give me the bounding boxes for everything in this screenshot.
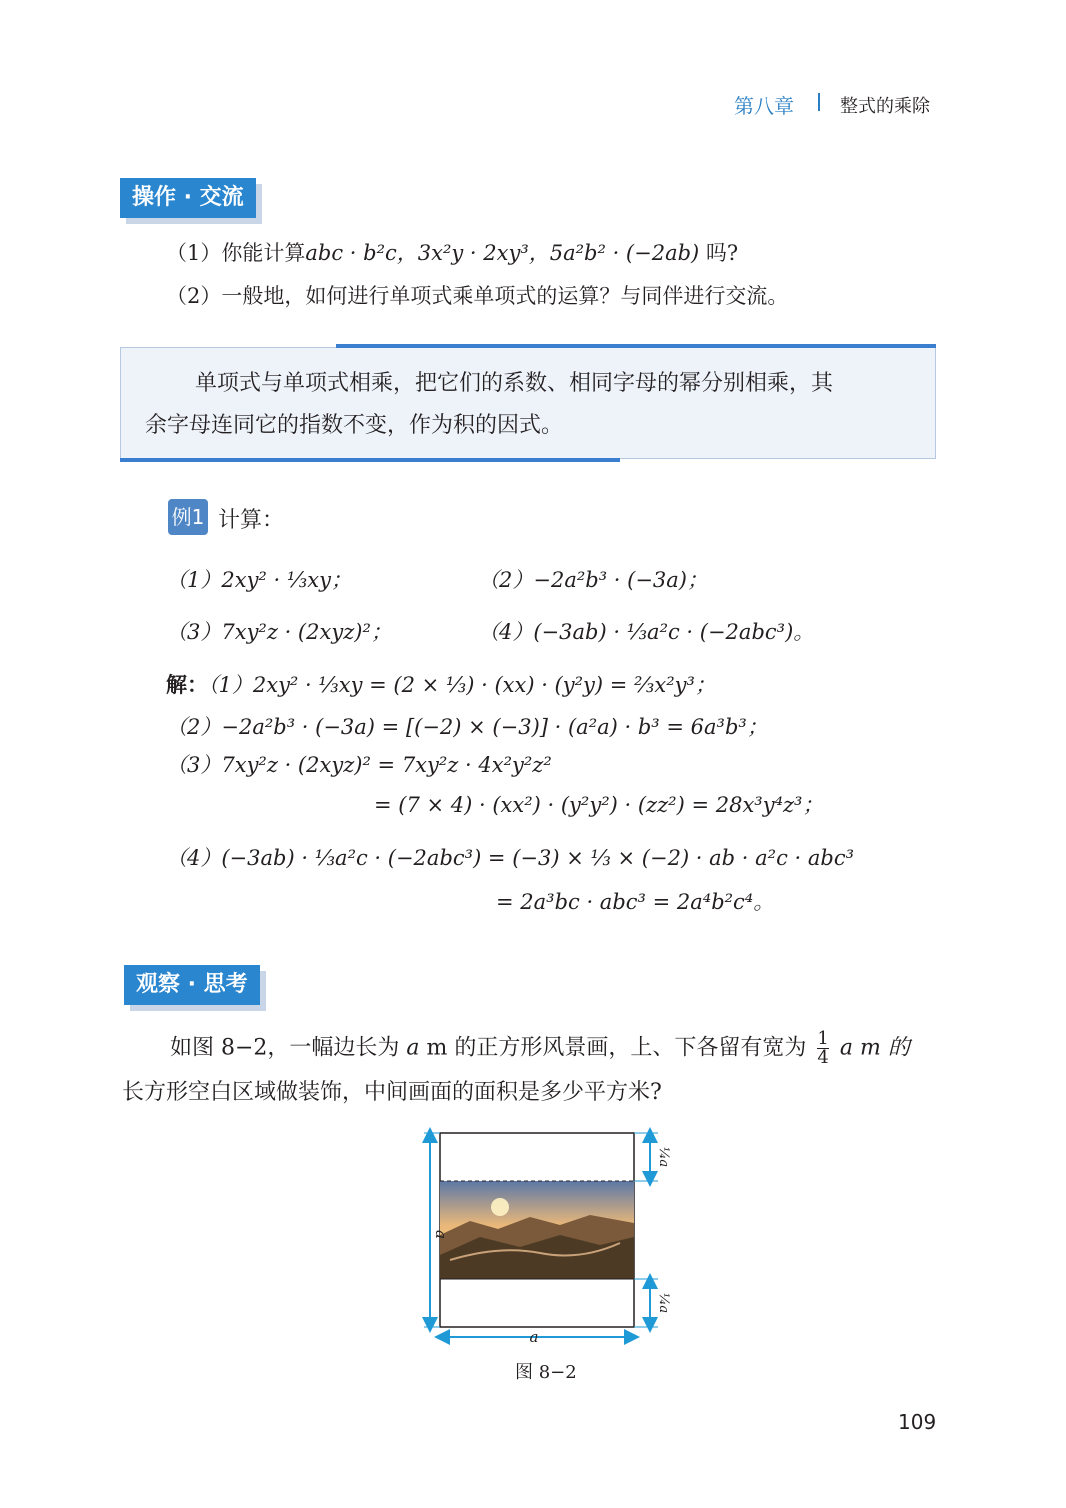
rule-box-accent-top (336, 344, 936, 348)
problem-3: （3）7xy²z · (2xyz)²； (166, 620, 392, 644)
rule-line-1: 单项式与单项式相乘，把它们的系数、相同字母的幂分别相乘，其 (195, 371, 834, 396)
fraction-quarter (817, 1030, 828, 1067)
question-1-expr: abc · b²c，3x²y · 2xy³，5a²b² · (−2ab) (305, 241, 700, 265)
problem-2: （2）−2a²b³ · (−3a)； (478, 568, 709, 592)
rule-line-2: 余字母连同它的指数不变，作为积的因式。 (145, 413, 564, 438)
section-tag-label: 观察 · 思考 (124, 965, 260, 1005)
example-badge: 例1 (168, 499, 208, 535)
solution-1-text: （1）2xy² · ⅓xy = (2 × ⅓) · (xx) · (y²y) = ⅔x²y³； (208, 673, 716, 697)
chapter-title: 整式的乘除 (840, 96, 930, 117)
section-tag-label: 操作 · 交流 (120, 178, 256, 218)
problem-1: （1）2xy² · ⅓xy； (166, 568, 352, 592)
paragraph-unit: m 的正方形风景画，上、下各留有宽为 (419, 1035, 807, 1061)
solution-1 (166, 670, 716, 700)
rule-box-accent-bottom (120, 458, 620, 462)
question-1-prefix: （1）你能计算 (166, 241, 306, 265)
question-2: （2）一般地，如何进行单项式乘单项式的运算？与同伴进行交流。 (166, 284, 789, 308)
chapter-label: 第八章 (734, 94, 794, 118)
solution-4a: （4）(−3ab) · ⅓a²c · (−2abc³) = (−3) × ⅓ × (−2) · ab · a²c · abc³ (166, 846, 855, 870)
header-divider (818, 93, 820, 111)
rule-box (120, 347, 936, 459)
problem-paragraph-line-1 (170, 1030, 910, 1067)
solution-2: （2）−2a²b³ · (−3a) = [(−2) × (−3)] · (a²a) · b³ = 6a³b³； (166, 715, 768, 739)
side-label: a (432, 1230, 450, 1239)
top-strip-label: ¼a (656, 1146, 671, 1168)
solution-3a: （3）7xy²z · (2xyz)² = 7xy²z · 4x²y²z² (166, 753, 552, 777)
example-label: 计算： (218, 508, 285, 533)
fraction-denominator: 4 (817, 1047, 829, 1068)
question-1-suffix: 吗? (699, 241, 739, 265)
section-tag-operate (120, 178, 256, 218)
landscape-image (440, 1181, 634, 1279)
bottom-strip-label: ¼a (656, 1292, 671, 1314)
problem-4: （4）(−3ab) · ⅓a²c · (−2abc³)。 (478, 620, 815, 644)
paragraph-suffix: a m 的 (839, 1035, 910, 1061)
figure-8-2 (410, 1125, 680, 1345)
section-tag-observe (124, 965, 260, 1005)
paragraph-prefix: 如图 8−2，一幅边长为 (170, 1035, 400, 1061)
paragraph-variable: a (406, 1035, 420, 1061)
solution-4b: = 2a³bc · abc³ = 2a⁴b²c⁴。 (496, 890, 775, 914)
problem-paragraph-line-2: 长方形空白区域做装饰，中间画面的面积是多少平方米? (122, 1080, 662, 1105)
fraction-numerator: 1 (817, 1028, 829, 1049)
figure-caption: 图 8−2 (515, 1362, 577, 1383)
page-number: 109 (898, 1410, 937, 1434)
bottom-label: a (529, 1328, 539, 1345)
solution-label: 解： (166, 672, 208, 697)
solution-3b: = (7 × 4) · (xx²) · (y²y²) · (zz²) = 28x³y⁴z³； (374, 793, 824, 817)
question-1 (166, 238, 738, 268)
